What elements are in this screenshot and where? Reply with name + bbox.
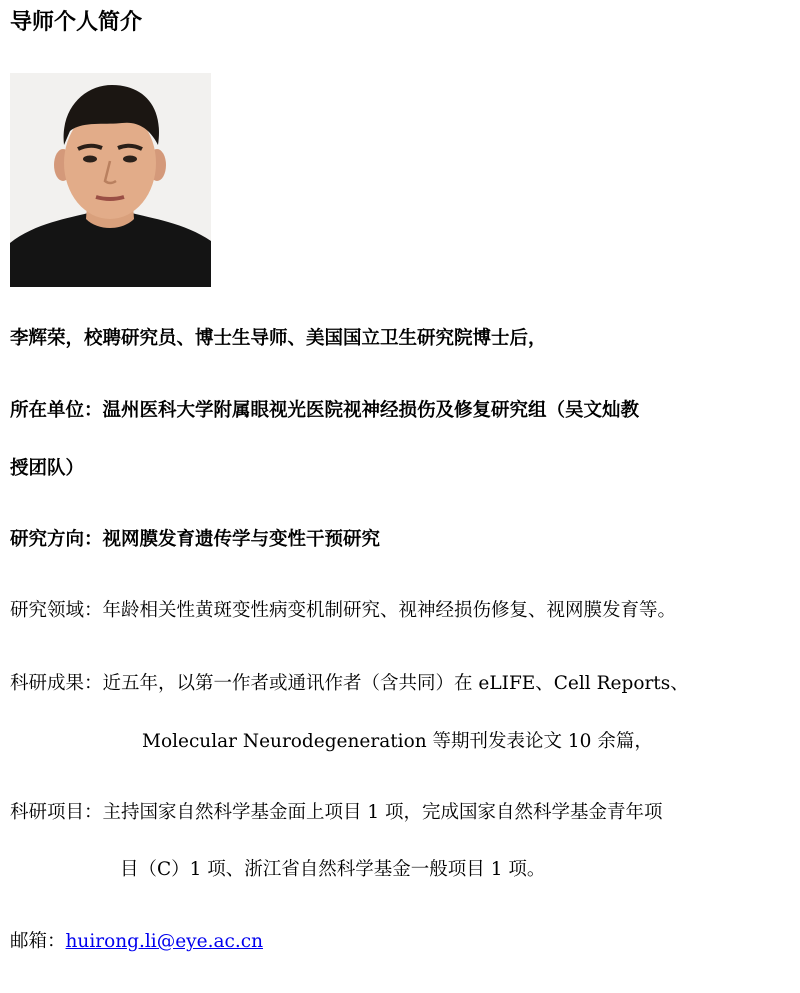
page-title: 导师个人简介 [10,10,143,35]
unit-value: 温州医科大学附属眼视光医院视神经损伤及修复研究组（吴文灿教 [102,400,640,421]
unit-line-2: 授团队） [10,458,85,479]
research-field [10,598,676,624]
achievement-label: 科研成果： [10,673,103,694]
achievement-line-2: Molecular Neurodegeneration 等期刊发表论文 10 余篇， [142,731,653,752]
direction-value: 视网膜发育遗传学与变性干预研究 [102,529,381,550]
email-link[interactable]: huirong.li@eye.ac.cn [65,931,263,952]
field-label: 研究领域： [10,600,103,621]
email-label: 邮箱： [10,931,66,952]
unit-label: 所在单位： [10,400,103,421]
project-line-2: 目（C）1 项、浙江省自然科学基金一般项目 1 项。 [120,859,546,880]
field-value: 年龄相关性黄斑变性病变机制研究、视神经损伤修复、视网膜发育等。 [102,600,677,621]
intro-line: 李辉荣，校聘研究员、博士生导师、美国国立卫生研究院博士后， [10,328,547,349]
project-line-1 [10,800,663,826]
email-line [10,929,263,955]
direction-label: 研究方向： [10,529,103,550]
project-value: 主持国家自然科学基金面上项目 1 项，完成国家自然科学基金青年项 [102,802,663,823]
achievement-value: 近五年，以第一作者或通讯作者（含共同）在 eLIFE、Cell Reports、 [102,673,689,694]
achievement-line-1 [10,671,689,697]
unit-line-1 [10,398,639,424]
portrait-photo [10,73,211,287]
project-label: 科研项目： [10,802,103,823]
research-direction [10,527,380,553]
